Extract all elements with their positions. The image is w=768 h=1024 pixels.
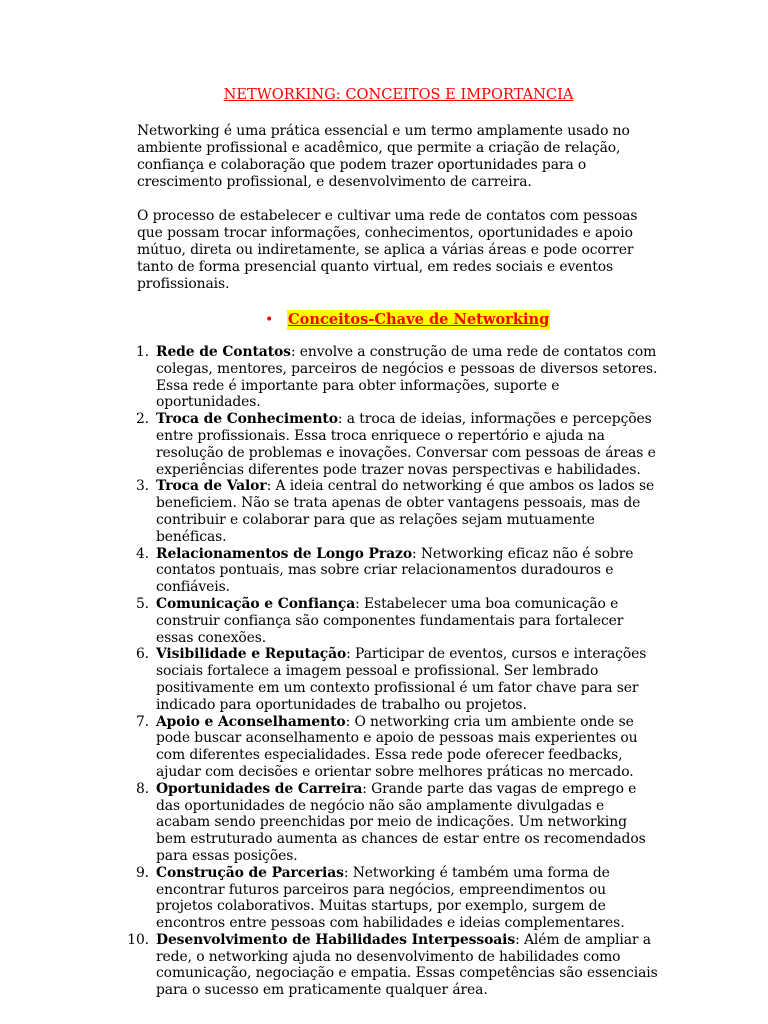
item-number: 10.: [127, 931, 149, 948]
item-term: Desenvolvimento de Habilidades Interpessoais: [156, 931, 516, 948]
item-number: 9.: [135, 864, 149, 881]
item-number: 6.: [135, 646, 149, 663]
item-number: 4.: [135, 545, 149, 562]
document-title: NETWORKING: CONCEITOS E IMPORTANCIA: [223, 86, 574, 103]
list-item: [137, 714, 660, 781]
section-heading: [137, 310, 660, 330]
item-term: Relacionamentos de Longo Prazo: [156, 545, 412, 562]
item-term: Rede de Contatos: [156, 344, 291, 360]
list-item: [137, 344, 660, 411]
list-item: [137, 596, 660, 646]
list-item: [137, 865, 660, 932]
item-text: : Participar de eventos, cursos e interações sociais fortalece a imagem pessoal e profissional. Ser lembrado positivamente em um contexto profissional é um fator chave para ser indicado para oportunidades de trabalho ou projetos.: [156, 646, 647, 713]
item-number: 1.: [135, 344, 149, 360]
item-term: Visibilidade e Reputação: [156, 646, 347, 663]
concepts-list: [127, 344, 660, 999]
item-term: Troca de Valor: [156, 478, 267, 495]
item-text: : Grande parte das vagas de emprego e das oportunidades de negócio não são amplamente divulgadas e acabam sendo preenchidas por meio de indicações. Um networking bem estruturado aumenta as chances de estar entre os recomendados para essas posições.: [156, 780, 646, 864]
list-item: [137, 646, 660, 713]
item-number: 8.: [135, 780, 149, 797]
list-item: [137, 478, 660, 545]
list-item: [137, 781, 660, 865]
item-term: Construção de Parcerias: [156, 864, 344, 881]
item-text: : O networking cria um ambiente onde se pode buscar aconselhamento e apoio de pessoas mais experientes ou com diferentes especialidades. Essa rede pode oferecer feedbacks, ajudar com decisões e orientar sobre melhores práticas no mercado.: [156, 713, 638, 780]
item-term: Oportunidades de Carreira: [156, 780, 363, 797]
item-text: : Estabelecer uma boa comunicação e construir confiança são componentes fundamentais para fortalecer essas conexões.: [156, 595, 624, 646]
section-heading-label: Conceitos-Chave de Networking: [288, 311, 550, 328]
intro-paragraph: Networking é uma prática essencial e um termo amplamente usado no ambiente profissional e acadêmico, que permite a criação de relação, confiança e colaboração que podem trazer oportunidades para o crescimento profissional, e desenvolvimento de carreira.: [137, 123, 630, 190]
item-number: 7.: [135, 713, 149, 730]
item-text: : Além de ampliar a rede, o networking ajuda no desenvolvimento de habilidades como comunicação, negociação e empatia. Essas competências são essenciais para o sucesso em praticamente qualquer área.: [156, 931, 658, 999]
item-text: : envolve a construção de uma rede de contatos com colegas, mentores, parceiros de negócios e pessoas de diversos setores. Essa rede é importante para obter informações, suporte e oportunidades.: [156, 344, 658, 411]
item-term: Troca de Conhecimento: [156, 411, 338, 428]
item-text: : a troca de ideias, informações e percepções entre profissionais. Essa troca enriquece o repertório e ajuda na resolução de problemas e inovações. Conversar com pessoas de áreas e experiências diferentes pode trazer novas perspectivas e habilidades.: [156, 411, 656, 478]
item-text: : Networking eficaz não é sobre contatos pontuais, mas sobre criar relacionamentos duradouros e confiáveis.: [156, 545, 634, 596]
item-number: 2.: [135, 411, 149, 428]
item-number: 3.: [135, 478, 149, 495]
item-number: 5.: [135, 595, 149, 612]
item-text: : Networking é também uma forma de encontrar futuros parceiros para negócios, empreendimentos ou projetos colaborativos. Muitas startups, por exemplo, surgem de encontros entre pessoas com habilidades e ideias complementares.: [156, 864, 625, 932]
process-paragraph: O processo de estabelecer e cultivar uma rede de contatos com pessoas que possam trocar informações, conhecimentos, oportunidades e apoio mútuo, direta ou indiretamente, se aplica a várias áreas e pode ocorrer tanto de forma presencial quanto virtual, em redes sociais e eventos profissionais.: [137, 208, 638, 292]
list-item: [127, 931, 660, 999]
item-term: Apoio e Aconselhamento: [156, 713, 346, 730]
item-text: : A ideia central do networking é que ambos os lados se beneficiem. Não se trata apenas de obter vantagens pessoais, mas de contribuir e colaborar para que as relações sejam mutuamente benéficas.: [156, 478, 655, 545]
item-term: Comunicação e Confiança: [156, 595, 356, 612]
document-page: [127, 86, 660, 999]
list-item: [137, 546, 660, 596]
bullet-icon: •: [265, 312, 274, 328]
list-item: [137, 411, 660, 478]
